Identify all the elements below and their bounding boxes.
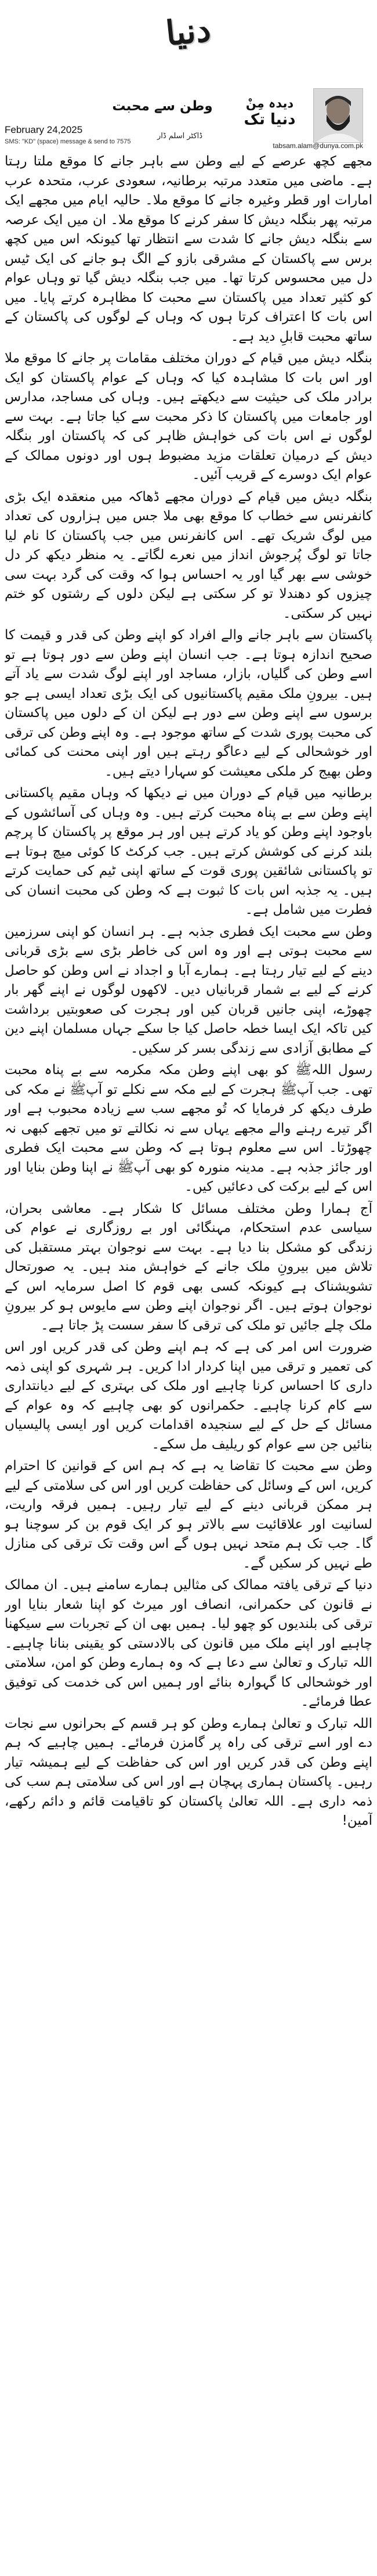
article-paragraph: ضرورت اس امر کی ہے کہ ہم اپنے وطن کی قدر کریں اور اس کی تعمیر و ترقی میں اپنا کردار ادا کریں۔ ہر شہری کو اپنی ذمہ داری کا احساس کرنا چاہیے اور ملک کی بہتری کے لیے دیانتداری سے کام کرنا چاہیے۔ حکمرانوں کو بھی چاہیے کہ وہ عوام کے مسائل کے حل کے لیے سنجیدہ اقدامات کریں اور ایسی پالیسیاں بنائیں جن سے عوام کو ریلیف مل سکے۔ <box>5 1339 372 1452</box>
article-paragraph: رسول اللہﷺ کو بھی اپنے وطن مکہ مکرمہ سے بے پناہ محبت تھی۔ جب آپﷺ ہجرت کے لیے مکہ سے نکلے تو آپﷺ نے مکہ کی طرف دیکھ کر فرمایا کہ تُو مجھے سب سے زیادہ محبوب ہے اور اگر تیرے رہنے والے مجھے یہاں سے نہ نکالتے تو میں تجھے کبھی نہ چھوڑتا۔ اس سے معلوم ہوتا ہے کہ وطن سے محبت ایک فطری اور جائز جذبہ ہے۔ مدینہ منورہ کو بھی آپﷺ نے اپنا وطن بنایا اور اس کے لیے برکت کی دعائیں کیں۔ <box>5 1062 372 1194</box>
author-photo-image <box>314 89 362 142</box>
article-paragraph: اللہ تبارک و تعالیٰ ہمارے وطن کو ہر قسم کے بحرانوں سے نجات دے اور اسے ترقی کی راہ پر گامزن فرمائے۔ ہمیں چاہیے کہ ہم اپنے وطن کی قدر کریں اور اس کی حفاظت کے لیے ہمیشہ تیار رہیں۔ پاکستان ہماری پہچان ہے اور اس کی سلامتی ہم سب کی ذمہ داری ہے۔ اللہ تعالیٰ پاکستان کو تاقیامت قائم و دائم رکھے، آمین! <box>5 1716 372 1828</box>
newspaper-logo <box>157 5 220 58</box>
column-name-line2: دنیا تک <box>244 111 296 128</box>
article-paragraph: پاکستان سے باہر جانے والے افراد کو اپنے وطن کی قدر و قیمت کا صحیح اندازہ ہوتا ہے۔ جب انسان اپنے وطن سے دور ہوتا ہے تو اسے وطن کی گلیاں، بازار، مساجد اور اپنے لوگ شدت سے یاد آتے ہیں۔ بیرونِ ملک مقیم پاکستانیوں کی ایک بڑی تعداد ایسی ہے جو برسوں سے اپنے وطن سے دور ہے لیکن ان کے دلوں میں پاکستان کی محبت پوری شدت کے ساتھ موجود ہے۔ وہ اپنے وطن کی ترقی اور خوشحالی کے لیے دعاگو رہتے ہیں اور اپنی محنت کی کمائی وطن بھیج کر ملکی معیشت کو سہارا دیتے ہیں۔ <box>5 628 372 779</box>
article-body <box>5 152 372 2567</box>
masthead <box>0 0 377 150</box>
author-photo <box>313 88 363 143</box>
article-paragraph: بنگلہ دیش میں قیام کے دوران مختلف مقامات پر جانے کا موقع ملا اور اس بات کا مشاہدہ کیا کہ وہاں کے عوام پاکستان کو ایک برادر ملک کی حیثیت سے دیکھتے ہیں۔ وہاں کی مساجد، مدارس اور جامعات میں پاکستان کا ذکر محبت سے کیا جاتا ہے۔ بہت سے لوگوں نے اس بات کی خواہش ظاہر کی کہ پاکستان اور بنگلہ دیش کے درمیان تعلقات مزید مضبوط ہوں اور دونوں ممالک کے عوام ایک دوسرے کے قریب آئیں۔ <box>5 351 372 482</box>
author-name: ڈاکٹر اسلم ڈار <box>157 132 203 140</box>
article-paragraph: وطن سے محبت کا تقاضا یہ ہے کہ ہم اس کے قوانین کا احترام کریں، اس کے وسائل کی حفاظت کریں اور اس کی سلامتی کے لیے ہر ممکن قربانی دینے کے لیے تیار رہیں۔ ہمیں فرقہ واریت، لسانیت اور علاقائیت سے بالاتر ہو کر ایک قوم بن کر سوچنا ہو گا۔ جب تک ہم متحد نہیں ہوں گے اس وقت تک ترقی کی منازل طے نہیں کر سکیں گے۔ <box>5 1458 372 1571</box>
column-name-line1: دیدہ مِنْ <box>245 96 294 110</box>
author-email: tabsam.alam@dunya.com.pk <box>273 142 363 150</box>
column-name <box>226 96 313 128</box>
article-paragraph: وطن سے محبت ایک فطری جذبہ ہے۔ ہر انسان کو اپنی سرزمین سے محبت ہوتی ہے اور وہ اس کی خاطر بڑی سے بڑی قربانی دینے کے لیے تیار رہتا ہے۔ ہمارے آبا و اجداد نے اس وطن کو حاصل کرنے کے لیے بے شمار قربانیاں دیں۔ لاکھوں لوگوں نے اپنے گھر بار چھوڑے، اپنی جانیں قربان کیں اور ہجرت کی صعوبتیں برداشت کیں تاکہ ایک ایسا خطہ حاصل کیا جا سکے جہاں مسلمان اپنے دین کے مطابق آزادی سے زندگی بسر کر سکیں۔ <box>5 924 372 1056</box>
article-paragraph: برطانیہ میں قیام کے دوران میں نے دیکھا کہ وہاں مقیم پاکستانی اپنے وطن سے بے پناہ محبت کرتے ہیں۔ وہ وہاں کی آسائشوں کے باوجود اپنے وطن کو یاد کرتے ہیں اور ہر موقع پر پاکستان کا پرچم بلند کرنے کی کوشش کرتے ہیں۔ جب کرکٹ کا کوئی میچ ہوتا ہے تو پاکستانی شائقین پوری قوت کے ساتھ اپنی ٹیم کی حمایت کرتے ہیں۔ یہ جذبہ اس بات کا ثبوت ہے کہ وطن کی محبت انسان کی فطرت میں شامل ہے۔ <box>5 786 372 917</box>
article-title: وطن سے محبت <box>112 99 213 114</box>
article-paragraph: آج ہمارا وطن مختلف مسائل کا شکار ہے۔ معاشی بحران، سیاسی عدم استحکام، مہنگائی اور بے روزگاری نے عوام کی زندگی کو مشکل بنا دیا ہے۔ بہت سے نوجوان بہتر مستقبل کی تلاش میں بیرونِ ملک جانے کے خواہش مند ہیں۔ یہ صورتحال تشویشناک ہے کیونکہ کسی بھی قوم کا اصل سرمایہ اس کے نوجوان ہوتے ہیں۔ اگر نوجوان اپنے وطن سے مایوس ہو کر بیرونِ ملک چلے جائیں تو ملک کی ترقی کا سفر سست پڑ جاتا ہے۔ <box>5 1201 372 1333</box>
logo-text: دنیا <box>164 9 213 53</box>
publish-date: February 24,2025 <box>5 124 83 135</box>
article-paragraph: بنگلہ دیش میں قیام کے دوران مجھے ڈھاکہ میں منعقدہ ایک بڑی کانفرنس سے خطاب کا موقع بھی ملا جس میں ہزاروں کی تعداد میں لوگ شریک تھے۔ اس کانفرنس میں جب پاکستان کا نام لیا جاتا تو لوگ پُرجوش انداز میں نعرے لگاتے۔ یہ منظر دیکھ کر دل خوشی سے بھر گیا اور یہ احساس ہوا کہ وقت کی گرد بہت سی چیزوں کو دھندلا تو کر سکتی ہے لیکن دلوں کے رشتوں کو ختم نہیں کر سکتی۔ <box>5 489 372 621</box>
article-paragraph: دنیا کے ترقی یافتہ ممالک کی مثالیں ہمارے سامنے ہیں۔ ان ممالک نے قانون کی حکمرانی، انصاف اور میرٹ کو اپنا شعار بنایا اور ترقی کی بلندیوں کو چھو لیا۔ ہمیں بھی ان کے تجربات سے سیکھنا چاہیے اور اپنے ملک میں قانون کی بالادستی کو یقینی بنانا چاہیے۔ اللہ تبارک و تعالیٰ سے دعا ہے کہ وہ ہمارے وطن کو امن، سلامتی اور خوشحالی کا گہوارہ بنائے اور ہمیں اس کی خدمت کی توفیق عطا فرمائے۔ <box>5 1577 372 1709</box>
sms-instructions: SMS: "KD" (space) message & send to 7575 <box>5 138 131 145</box>
article-paragraph: مجھے کچھ عرصے کے لیے وطن سے باہر جانے کا موقع ملتا رہتا ہے۔ ماضی میں متعدد مرتبہ برطانیہ، سعودی عرب، متحدہ عرب امارات اور قطر وغیرہ جانے کا موقع ملا۔ حالیہ ایام میں مجھے ایک مرتبہ پھر بنگلہ دیش کا سفر کرنے کا موقع ملا۔ ان میں ایک عرصہ سے بنگلہ دیش جانے کا شدت سے انتظار تھا کیونکہ اس میں کچھ برس سے پاکستان کے مشرقی بازو کے الگ ہو جانے کی ایک ٹیس دل میں محسوس کرتا تھا۔ میں جب بنگلہ دیش گیا تو وہاں عوام کو کثیر تعداد میں پاکستان سے محبت کا مظاہرہ کرتے پایا۔ میں اس بات کا اعتراف کرتا ہوں کہ وہاں کے لوگوں کی پاکستان کے ساتھ محبت قابلِ دید ہے۔ <box>5 154 372 344</box>
